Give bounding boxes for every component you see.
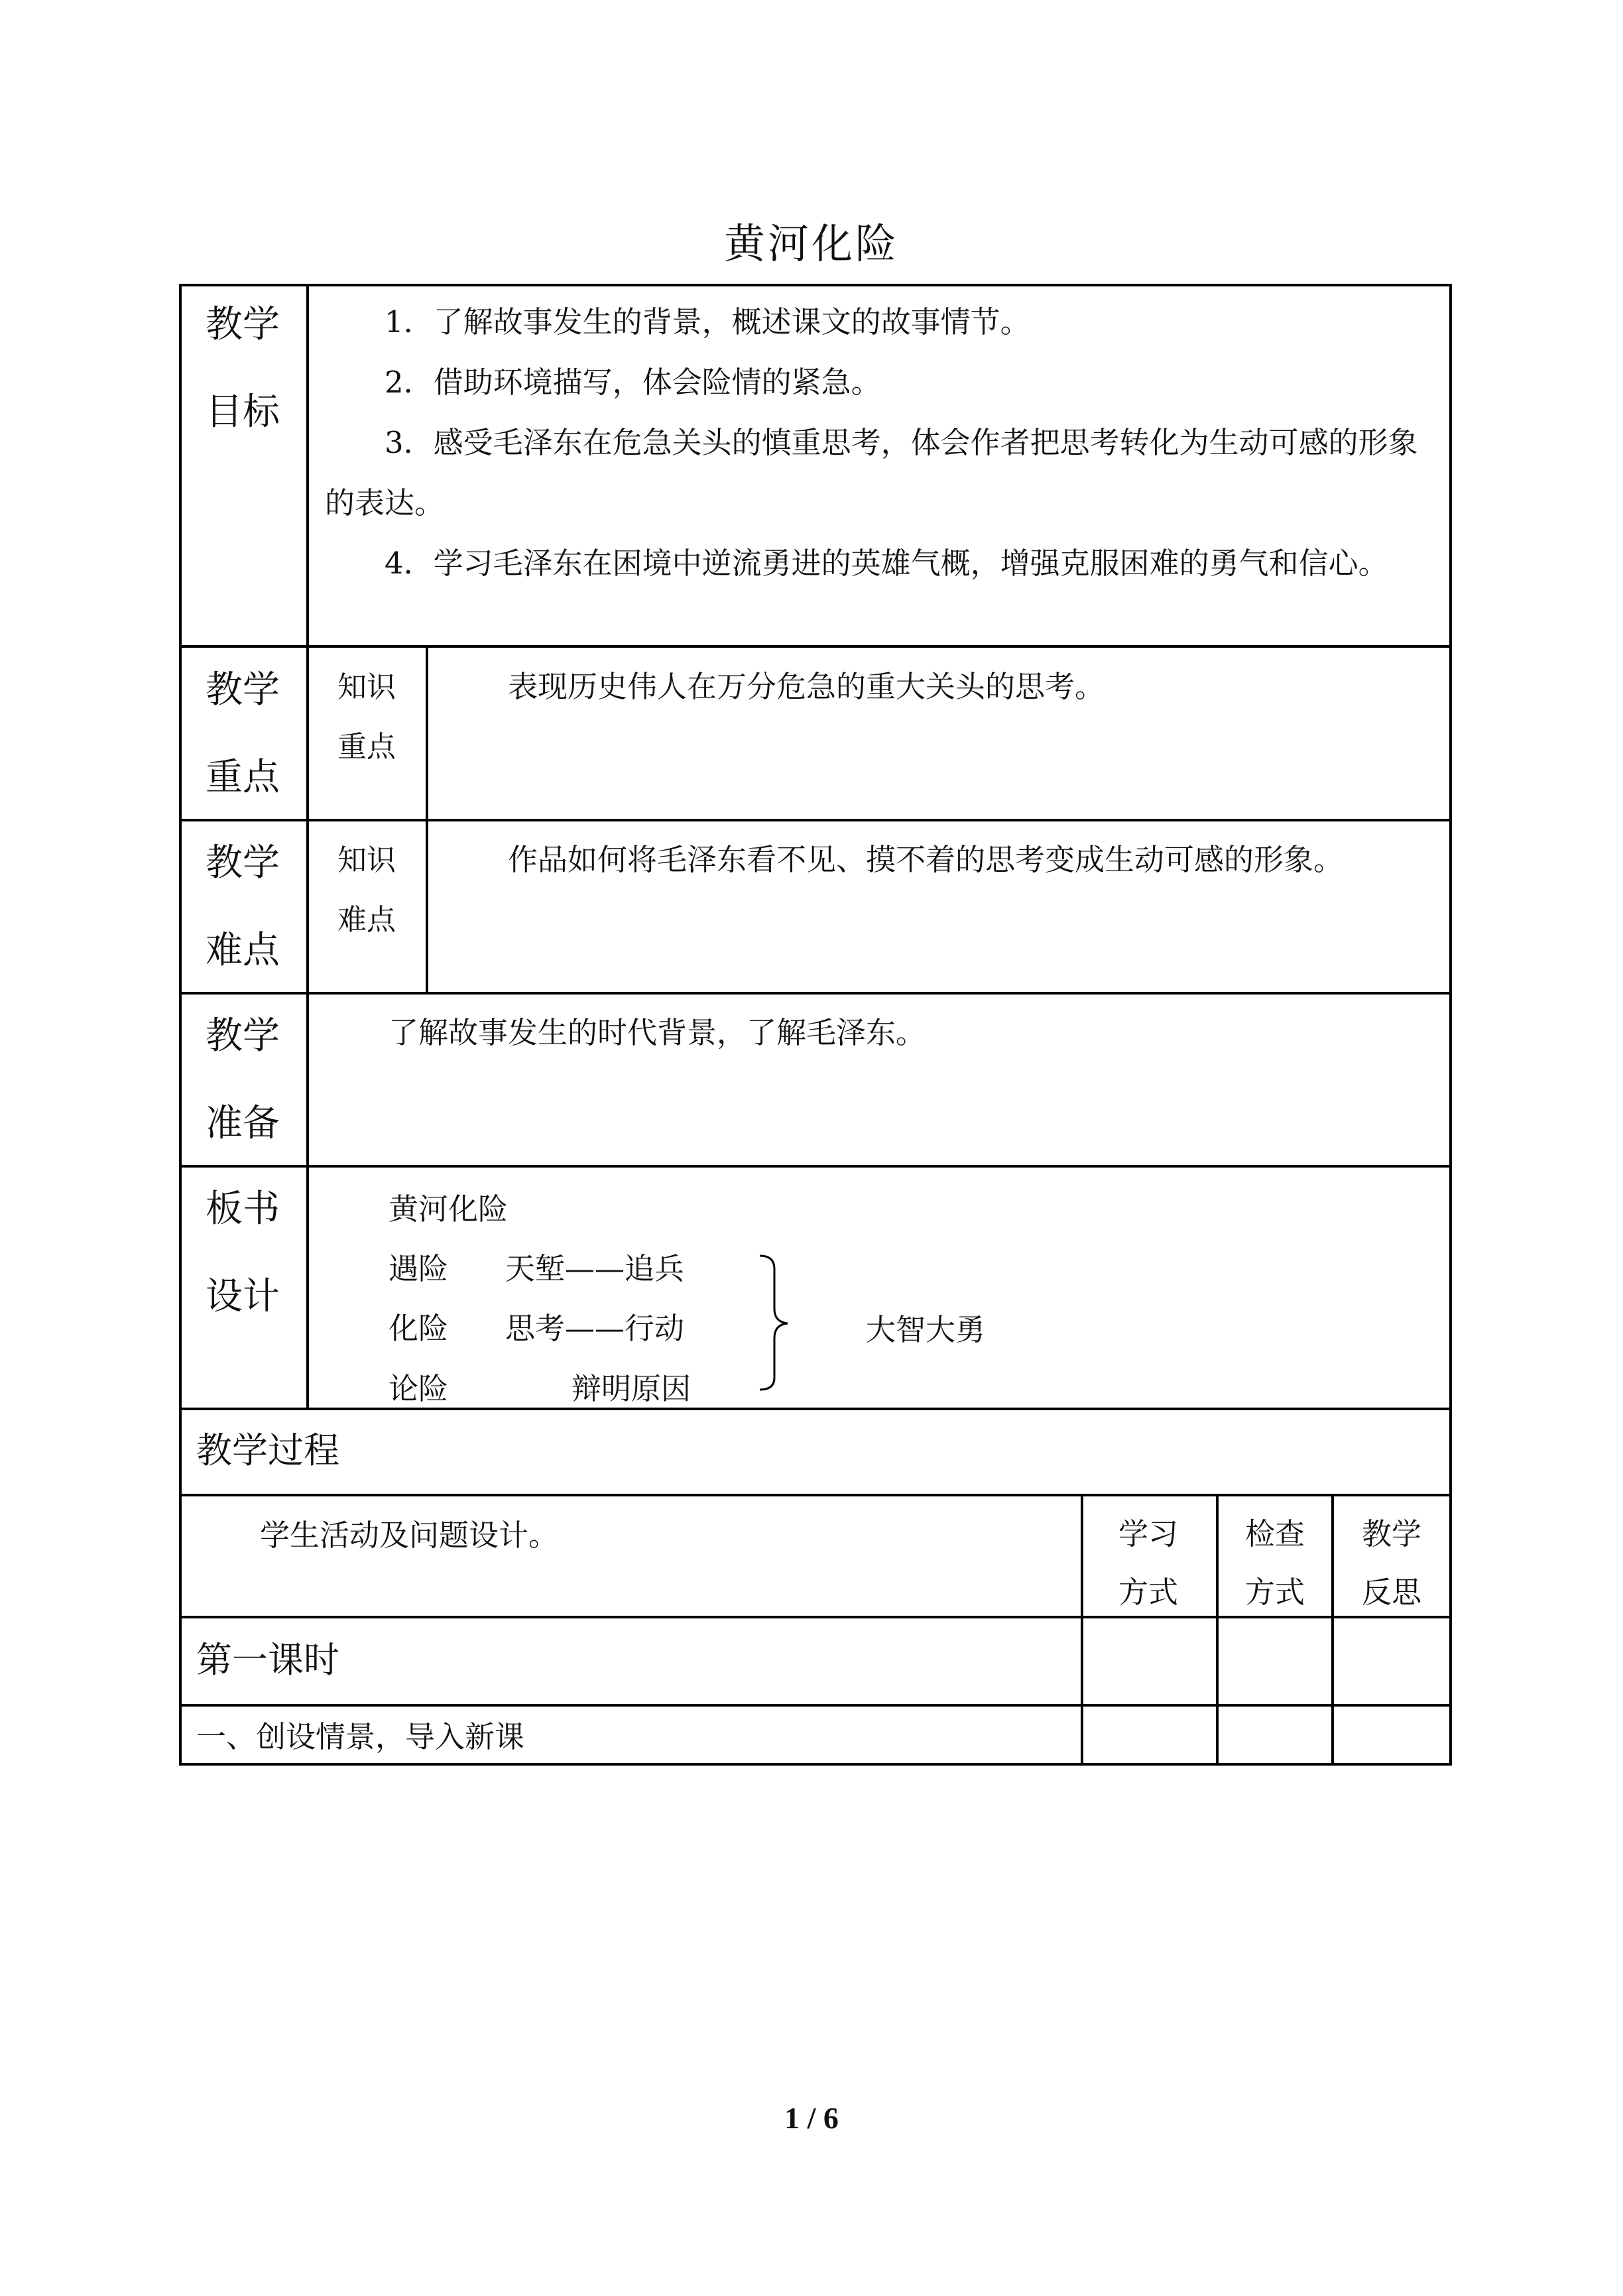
objective-item: 1．了解故事发生的背景，概述课文的故事情节。 [385, 304, 1030, 339]
key-points-sublabel [330, 658, 403, 777]
col-study-method [1083, 1505, 1213, 1622]
board-design-label-line1: 板书 [206, 1187, 280, 1231]
activity-header: 学生活动及问题设计。 [260, 1518, 559, 1553]
col-study-method-line1: 学习 [1118, 1516, 1178, 1551]
board-row-1-left: 遇险 [389, 1251, 449, 1286]
board-design-label [203, 1166, 282, 1341]
difficulties-label [203, 819, 282, 995]
difficulties-sublabel-line2: 难点 [337, 903, 396, 937]
col-study-method-line2: 方式 [1118, 1575, 1178, 1610]
col-check-method [1219, 1505, 1331, 1622]
key-points-sublabel-line2: 重点 [337, 730, 396, 764]
preparation-content: 了解故事发生的时代背景，了解毛泽东。 [389, 1015, 926, 1050]
board-row-1-right: 天堑——追兵 [505, 1251, 685, 1286]
difficulties-sublabel [330, 831, 403, 950]
preparation-label [203, 993, 282, 1168]
board-design-label-line2: 设计 [206, 1275, 280, 1318]
process-heading: 教学过程 [196, 1429, 339, 1471]
difficulties-label-line1: 教学 [206, 841, 280, 884]
document-title: 黄河化险 [723, 219, 899, 268]
objective-item: 4．学习毛泽东在困境中逆流勇进的英雄气概，增强克服困难的勇气和信心。 [385, 546, 1388, 581]
objectives-label [203, 281, 282, 456]
col-reflection [1334, 1505, 1449, 1622]
board-row-3-right: 辩明原因 [571, 1371, 691, 1406]
col-reflection-line1: 教学 [1361, 1516, 1421, 1551]
board-row-2-left: 化险 [389, 1311, 449, 1346]
key-points-label [203, 646, 282, 821]
col-check-method-line2: 方式 [1244, 1575, 1305, 1610]
col-check-method-line1: 检查 [1244, 1516, 1305, 1551]
difficulties-content: 作品如何将毛泽东看不见、摸不着的思考变成生动可感的形象。 [508, 842, 1344, 877]
objective-item: 3．感受毛泽东在危急关头的慎重思考，体会作者把思考转化为生动可感的形象的表达。 [325, 425, 1418, 520]
objectives-label-line2: 目标 [206, 391, 280, 434]
difficulties-sublabel-line1: 知识 [337, 843, 396, 877]
board-row-3-left: 论险 [389, 1371, 449, 1406]
key-points-content: 表现历史伟人在万分危急的重大关头的思考。 [508, 669, 1105, 704]
board-summary: 大智大勇 [866, 1312, 986, 1347]
page-number: 1 / 6 [784, 2101, 839, 2135]
right-brace-icon [756, 1253, 796, 1392]
step-label: 一、创设情景，导入新课 [196, 1719, 525, 1754]
preparation-label-line2: 准备 [206, 1102, 280, 1145]
board-design-heading: 黄河化险 [389, 1191, 509, 1227]
key-points-label-line2: 重点 [206, 756, 280, 799]
key-points-label-line1: 教学 [206, 668, 280, 711]
lesson-label: 第一课时 [196, 1639, 339, 1681]
objective-item: 2．借助环境描写，体会险情的紧急。 [385, 365, 881, 400]
difficulties-label-line2: 难点 [206, 929, 280, 972]
preparation-label-line1: 教学 [206, 1014, 280, 1057]
key-points-sublabel-line1: 知识 [337, 670, 396, 704]
objectives-label-line1: 教学 [206, 303, 280, 346]
board-row-2-right: 思考——行动 [505, 1311, 685, 1346]
col-reflection-line2: 反思 [1361, 1575, 1421, 1610]
objectives-list [325, 292, 1432, 593]
